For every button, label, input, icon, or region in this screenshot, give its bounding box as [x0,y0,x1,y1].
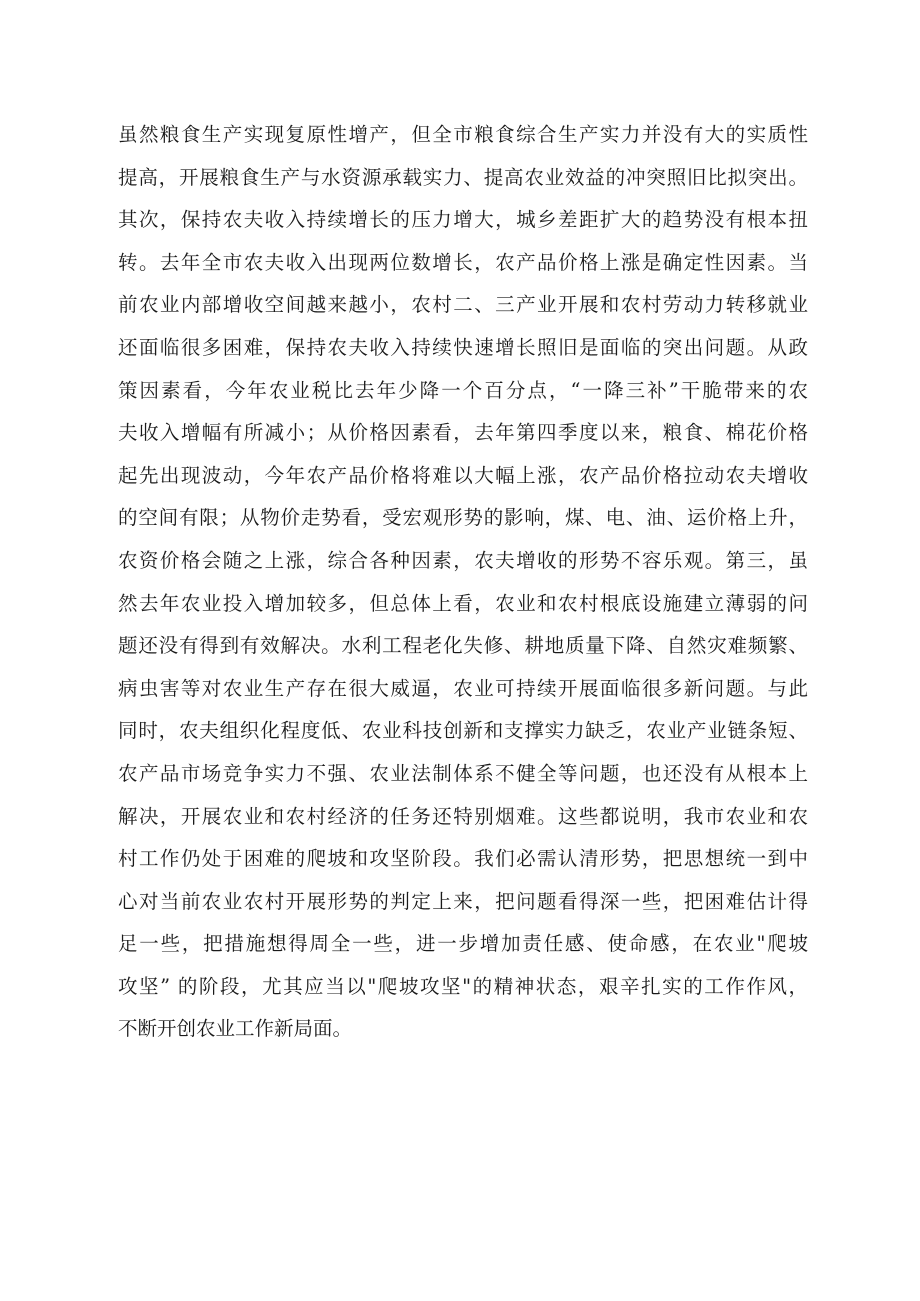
paragraph-line: 解决，开展农业和农村经济的任务还特别烟难。这些都说明，我市农业和农 [118,804,808,828]
paragraph-line: 村工作仍处于困难的爬坡和攻坚阶段。我们必需认清形势，把思想统一到中 [118,847,808,871]
paragraph-line: 提高，开展粮食生产与水资源承载实力、提高农业效益的冲突照旧比拟突出。 [118,165,808,189]
paragraph-line: 心对当前农业农村开展形势的判定上来，把问题看得深一些，把困难估计得 [118,889,808,913]
body-paragraph [118,114,808,1051]
paragraph-line: 还面临很多困难，保持农夫收入持续快速增长照旧是面临的突出问题。从政 [118,335,808,359]
paragraph-line: 转。去年全市农夫收入出现两位数增长，农产品价格上涨是确定性因素。当 [118,250,808,274]
paragraph-line: 夫收入增幅有所减小；从价格因素看，去年第四季度以来，粮食、棉花价格 [118,421,808,445]
paragraph-line: 前农业内部增收空间越来越小，农村二、三产业开展和农村劳动力转移就业 [118,293,808,317]
paragraph-line: 然去年农业投入增加较多，但总体上看，农业和农村根底设施建立薄弱的问 [118,591,808,615]
paragraph-line: 农资价格会随之上涨，综合各种因素，农夫增收的形势不容乐观。第三，虽 [118,548,808,572]
paragraph-line: 其次，保持农夫收入持续增长的压力增大，城乡差距扩大的趋势没有根本扭 [118,208,808,232]
paragraph-line: 起先出现波动，今年农产品价格将难以大幅上涨，农产品价格拉动农夫增收 [118,463,808,487]
paragraph-line-last: 不断开创农业工作新局面。 [118,1017,353,1041]
paragraph-line: 题还没有得到有效解决。水利工程老化失修、耕地质量下降、自然灾难频繁、 [118,634,808,658]
paragraph-line: 策因素看，今年农业税比去年少降一个百分点，“一降三补”干脆带来的农 [118,378,808,402]
paragraph-line: 足一些，把措施想得周全一些，进一步增加责任感、使命感，在农业"爬坡 [118,932,808,956]
paragraph-line: 的空间有限；从物价走势看，受宏观形势的影响，煤、电、油、运价格上升， [118,506,808,530]
paragraph-line: 同时，农夫组织化程度低、农业科技创新和支撑实力缺乏，农业产业链条短、 [118,719,808,743]
paragraph-line: 农产品市场竞争实力不强、农业法制体系不健全等问题，也还没有从根本上 [118,761,808,785]
paragraph-line: 虽然粮食生产实现复原性增产，但全市粮食综合生产实力并没有大的实质性 [118,123,808,146]
paragraph-line: 病虫害等对农业生产存在很大威逼，农业可持续开展面临很多新问题。与此 [118,676,808,700]
paragraph-line: 攻坚” 的阶段，尤其应当以"爬坡攻坚"的精神状态，艰辛扎实的工作作风， [118,974,808,998]
